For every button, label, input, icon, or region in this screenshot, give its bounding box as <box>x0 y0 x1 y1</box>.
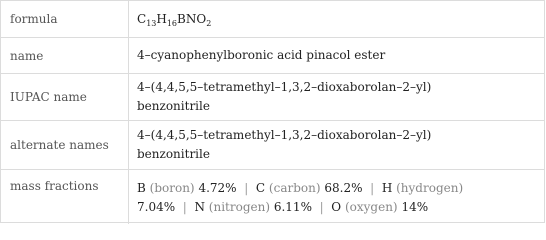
alternate-names-row <box>1 120 544 169</box>
mass-b-value: 4.72% <box>198 181 237 195</box>
formula-value <box>129 1 544 37</box>
mass-h-value: 7.04% <box>137 200 176 214</box>
chemical-formula <box>137 10 211 29</box>
mass-fractions-label: mass fractions <box>1 170 129 224</box>
alternate-names-label: alternate names <box>1 121 129 169</box>
mass-n-name: (nitrogen) <box>208 200 271 214</box>
mass-h-name: (hydrogen) <box>396 181 464 195</box>
formula-h: H <box>156 11 167 26</box>
mass-o-symbol: O <box>331 200 342 214</box>
formula-bno: BNO <box>177 11 207 26</box>
mass-n-symbol: N <box>194 200 205 214</box>
formula-o-count: 2 <box>206 18 212 28</box>
separator: | <box>370 181 375 195</box>
mass-line-1 <box>137 179 463 198</box>
mass-c-name: (carbon) <box>268 181 321 195</box>
formula-label: formula <box>1 1 129 37</box>
separator: | <box>319 200 324 214</box>
formula-c: C <box>137 11 147 26</box>
name-row <box>1 37 544 73</box>
name-label: name <box>1 38 129 73</box>
iupac-label: IUPAC name <box>1 74 129 120</box>
mass-o-value: 14% <box>401 200 429 214</box>
mass-fractions-row <box>1 169 544 224</box>
mass-h-symbol: H <box>381 181 393 195</box>
alternate-line-1: 4–(4,4,5,5–tetramethyl–1,3,2–dioxaborolan–2–yl) <box>137 128 432 142</box>
formula-c-count: 13 <box>146 18 157 28</box>
mass-c-symbol: C <box>255 181 266 195</box>
mass-b-symbol: B <box>137 181 146 195</box>
mass-line-2 <box>137 198 463 217</box>
iupac-row <box>1 73 544 120</box>
mass-c-value: 68.2% <box>324 181 363 195</box>
iupac-value <box>129 74 544 120</box>
separator: | <box>182 200 187 214</box>
formula-row <box>1 1 544 37</box>
iupac-line-2: benzonitrile <box>137 99 210 113</box>
mass-n-value: 6.11% <box>273 200 312 214</box>
alternate-line-2: benzonitrile <box>137 147 210 161</box>
mass-b-name: (boron) <box>149 181 195 195</box>
name-value: 4–cyanophenylboronic acid pinacol ester <box>137 48 386 62</box>
mass-fractions-value <box>129 170 544 224</box>
iupac-line-1: 4–(4,4,5,5–tetramethyl–1,3,2–dioxaborolan–2–yl) <box>137 80 432 94</box>
mass-o-name: (oxygen) <box>344 200 398 214</box>
alternate-names-value <box>129 121 544 169</box>
separator: | <box>244 181 249 195</box>
formula-h-count: 16 <box>166 18 178 28</box>
